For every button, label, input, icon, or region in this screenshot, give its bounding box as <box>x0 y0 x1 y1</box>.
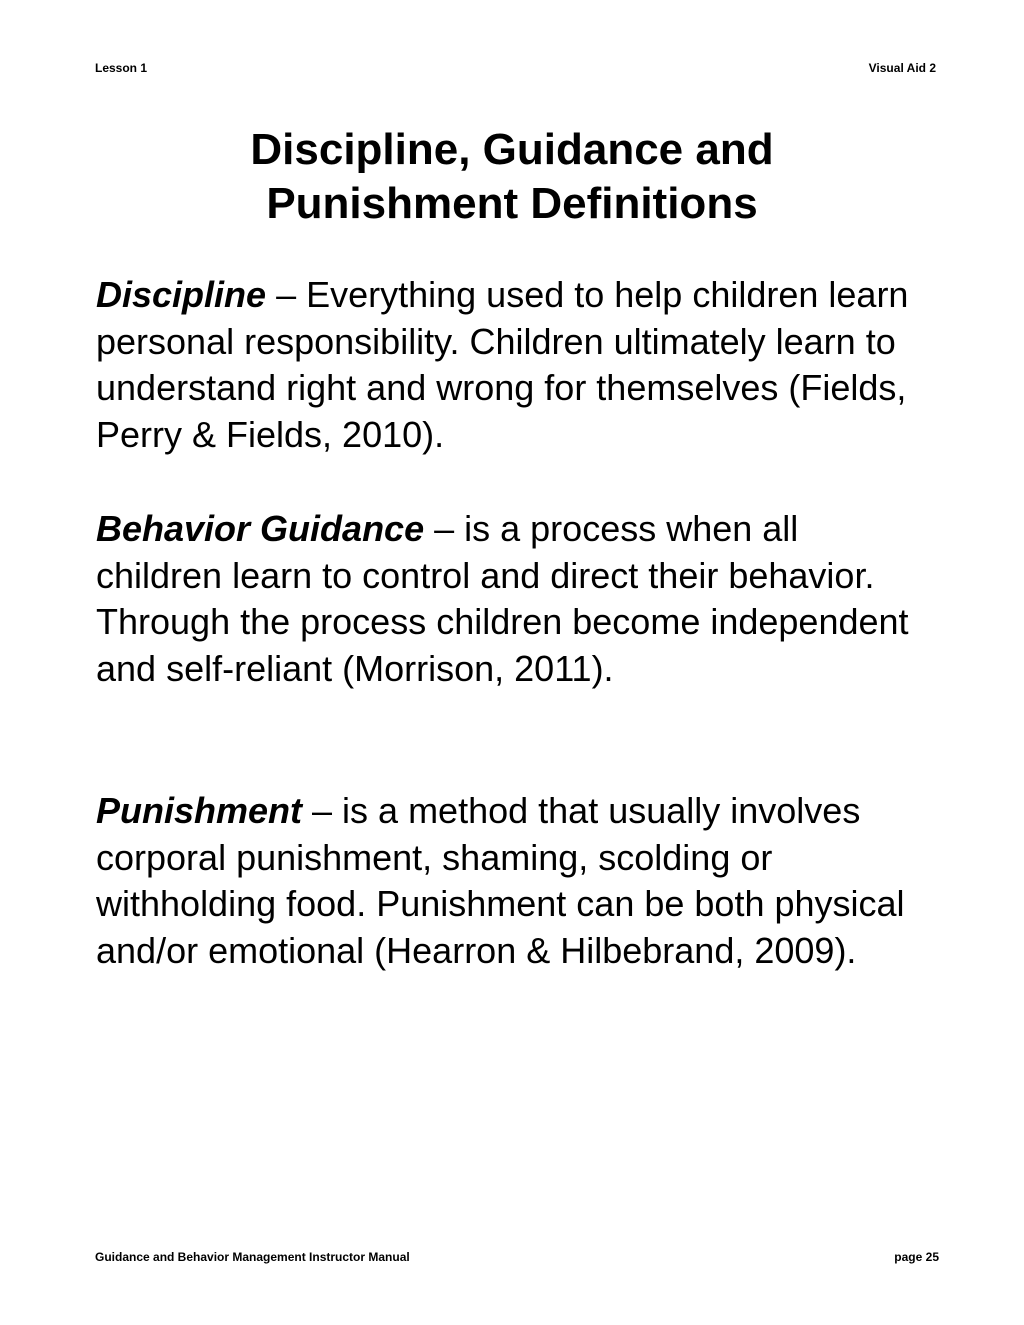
definition-term: Discipline <box>96 274 267 315</box>
definition-term: Punishment <box>96 790 303 831</box>
footer-page-number: page 25 <box>894 1250 939 1264</box>
footer-manual-title: Guidance and Behavior Management Instructor Manual <box>95 1250 410 1264</box>
definition-behavior-guidance <box>96 506 926 692</box>
header-visual-aid-label: Visual Aid 2 <box>868 61 936 75</box>
definition-discipline <box>96 272 926 458</box>
definition-text: – is a process when all children learn to control and direct their behavior. Through the process children become independent and self-reliant (Morrison, 2011). <box>96 508 909 689</box>
header-lesson-label: Lesson 1 <box>95 61 148 75</box>
page-title-line-1: Discipline, Guidance and <box>250 125 774 174</box>
definition-punishment <box>96 788 926 974</box>
page-title <box>0 123 1024 231</box>
definition-text: – Everything used to help children learn personal responsibility. Children ultimately learn to understand right and wrong for themselves (Fields, Perry & Fields, 2010). <box>96 274 909 455</box>
page-title-line-2: Punishment Definitions <box>266 179 758 228</box>
definition-text: – is a method that usually involves corporal punishment, shaming, scolding or withholding food. Punishment can be both physical and/or emotional (Hearron & Hilbebrand, 2009). <box>96 790 905 971</box>
definition-term: Behavior Guidance <box>96 508 425 549</box>
